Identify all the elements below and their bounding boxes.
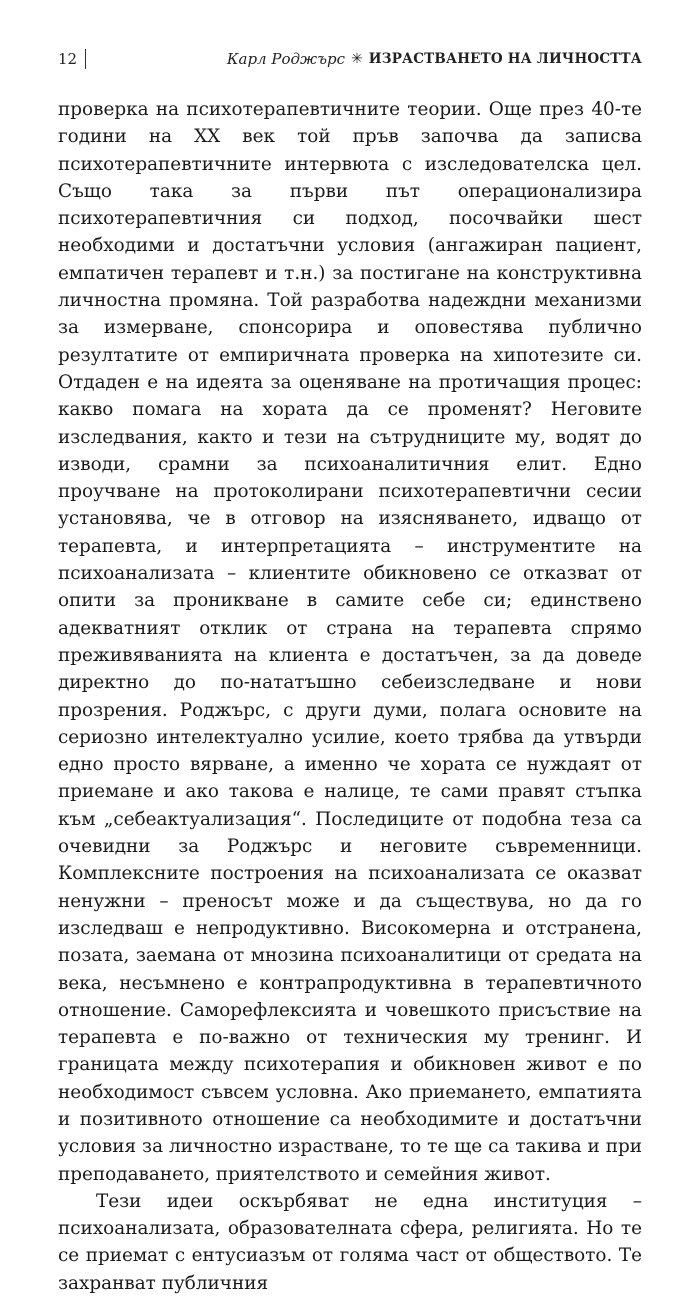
author-name: Карл Роджърс bbox=[226, 50, 346, 68]
running-header bbox=[58, 46, 642, 72]
paragraph-continued: проверка на психотерапевтичните теории. Още през 40-те години на XX век той пръв започва да записва психотерапевтичните интервюта с изследователска цел. Също така за първи път операционализира психотерапевтичния си подход, посочвайки шест необходими и достатъчни условия (ангажиран пациент, емпатичен терапевт и т.н.) за постигане на конструктивна личностна промяна. Той разработва надеждни механизми за измерване, спонсорира и оповестява публично резултатите от емпиричната проверка на хипотезите си. Отдаден е на идеята за оценяване на протичащия процес: какво помага на хората да се променят? Неговите изследвания, както и тези на сътрудниците му, водят до изводи, срамни за психоаналитичния елит. Едно проучване на протоколирани психотерапевтични сесии установява, че в отговор на изясняването, идващо от терапевта, и интерпретацията – инструментите на психоанализата – клиентите обикновено се отказват от опити за проникване в самите себе си; единствено адекватният отклик от страна на терапевта спрямо преживяванията на клиента е достатъчен, за да доведе директно до по-нататъшно себеизследване и нови прозрения. Роджърс, с други думи, полага основите на сериозно интелектуално усилие, което трябва да утвърди едно просто вярване, а именно че хората се нуждаят от приемане и ако такова е налице, те сами правят стъпка към „себеактуализация“. Последиците от подобна теза са очевидни за Роджърс и неговите съвременници. Комплексните построения на психоанализата се оказват ненужни – преносът може и да съществува, но да го изследваш е непродуктивно. Високомерна и отстранена, позата, заемана от мнозина психоаналитици от средата на века, несъмнено е контрапродуктивна в терапевтичното отношение. Саморефлексията и човешкото присъствие на терапевта е по-важно от техническия му тренинг. И границата между психотерапия и обикновен живот е по необходимост съвсем условна. Ако приемането, емпатията и позитивното отношение са необходимите и достатъчни условия за личностно израстване, то те ще са такива и при преподаването, приятелството и семейния живот. bbox=[58, 99, 642, 1185]
running-head bbox=[227, 50, 642, 68]
paragraph: Тези идеи оскърбяват не една институция – психоанализата, образователната сфера, религията. Но те се приемат с ентусиазъм от голяма част от обществото. Те захранват публичния bbox=[58, 1190, 642, 1294]
book-title: ИЗРАСТВАНЕТО НА ЛИЧНОСТТА bbox=[368, 51, 642, 67]
page-number-block bbox=[58, 49, 86, 69]
page-number: 12 bbox=[58, 50, 78, 68]
body-text bbox=[58, 96, 642, 1297]
star-ornament-icon: ✳ bbox=[351, 51, 363, 67]
header-divider bbox=[85, 49, 86, 69]
